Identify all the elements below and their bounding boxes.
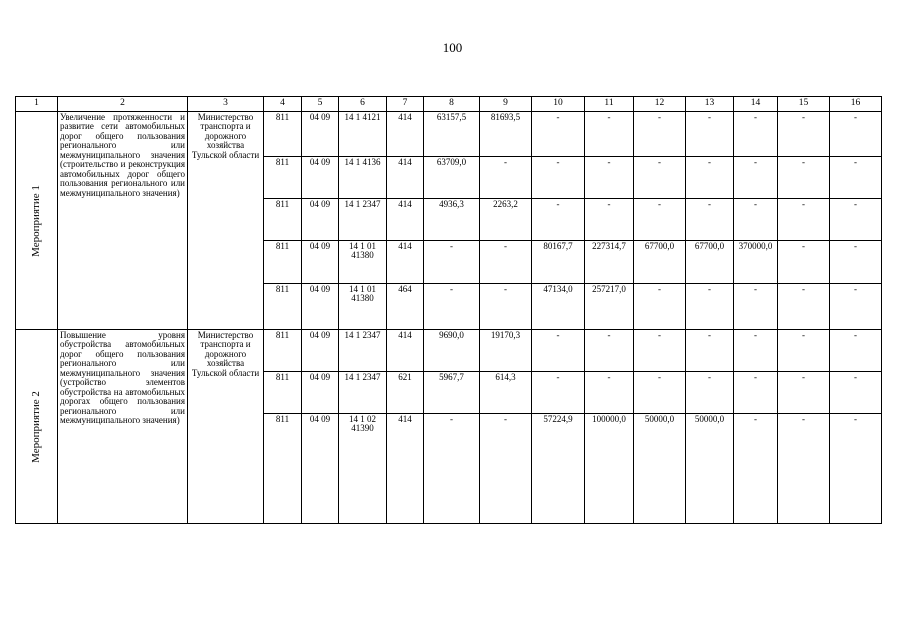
table-cell: 14 1 2347 [339,330,387,372]
table-cell: 2263,2 [480,199,532,241]
table-cell: - [778,372,830,414]
table-cell: 04 09 [302,241,339,284]
table-cell: 100000,0 [585,414,634,524]
table-cell: 14 1 01 41380 [339,284,387,330]
table-cell: 50000,0 [686,414,734,524]
table-cell: - [634,330,686,372]
table-cell: - [634,157,686,199]
table-cell: - [778,112,830,157]
table-cell: 14 1 2347 [339,372,387,414]
table-cell: - [424,284,480,330]
table-cell: 14 1 02 41390 [339,414,387,524]
table-cell: - [686,330,734,372]
table-cell: - [634,284,686,330]
table-cell: - [480,157,532,199]
table-cell: - [480,284,532,330]
table-cell: 811 [264,241,302,284]
column-number-header: 16 [830,97,882,112]
table-cell: 04 09 [302,372,339,414]
table-cell: 80167,7 [532,241,585,284]
table-cell: - [532,157,585,199]
table-cell: 257217,0 [585,284,634,330]
table-cell: - [634,199,686,241]
table-cell: 04 09 [302,414,339,524]
table-cell: - [830,241,882,284]
table-cell: 57224,9 [532,414,585,524]
column-number-header: 6 [339,97,387,112]
table-cell: - [532,330,585,372]
measure-label-cell [16,330,58,524]
table-cell: 464 [387,284,424,330]
table-cell: 414 [387,330,424,372]
table-cell: - [830,372,882,414]
table-cell: 04 09 [302,157,339,199]
column-number-header: 14 [734,97,778,112]
measure-label-cell [16,112,58,330]
table-cell: - [734,199,778,241]
column-number-header: 11 [585,97,634,112]
column-number-header: 2 [58,97,188,112]
table-cell: - [734,330,778,372]
table-cell: - [778,241,830,284]
table-cell: - [830,414,882,524]
table-cell: 811 [264,199,302,241]
table-cell: 14 1 4121 [339,112,387,157]
table-cell: - [532,372,585,414]
table-cell: - [686,157,734,199]
table-row [16,330,882,372]
table-cell: - [532,199,585,241]
table-cell: 811 [264,330,302,372]
table-cell: 9690,0 [424,330,480,372]
table-cell: - [778,199,830,241]
table-cell: 14 1 01 41380 [339,241,387,284]
table-cell: - [686,284,734,330]
table-cell: - [830,330,882,372]
table-cell: 370000,0 [734,241,778,284]
table-cell: 63709,0 [424,157,480,199]
table-cell: 67700,0 [686,241,734,284]
table-cell: - [778,284,830,330]
column-number-header: 3 [188,97,264,112]
table-cell: - [778,330,830,372]
column-number-header: 13 [686,97,734,112]
responsible-executor: Министерство транспорта и дорожного хозяйства Тульской области [188,112,264,330]
table-cell: 67700,0 [634,241,686,284]
table-cell: - [734,157,778,199]
table-cell: 81693,5 [480,112,532,157]
table-cell: 414 [387,241,424,284]
table-cell: 227314,7 [585,241,634,284]
table-cell: - [634,372,686,414]
table-cell: 811 [264,284,302,330]
table-cell: 414 [387,157,424,199]
table-cell: - [830,284,882,330]
column-number-header: 5 [302,97,339,112]
table-cell: - [480,241,532,284]
table-cell: 04 09 [302,284,339,330]
table-cell: 414 [387,199,424,241]
table-cell: 811 [264,372,302,414]
table-cell: - [634,112,686,157]
measure-description: Повышение уровня обустройства автомобильных дорог общего пользования регионального или межмуниципального значения (устройство элементов обустройства на автомобильных дорогах общего пользования регионального или межмуниципального значения) [58,330,188,524]
table-cell: - [830,157,882,199]
table-cell: - [778,414,830,524]
column-number-header: 10 [532,97,585,112]
table-cell: 621 [387,372,424,414]
table-cell: - [585,330,634,372]
table-cell: 04 09 [302,199,339,241]
table-cell: 811 [264,157,302,199]
column-number-header: 15 [778,97,830,112]
column-number-header: 9 [480,97,532,112]
table-cell: - [734,112,778,157]
table-cell: 4936,3 [424,199,480,241]
table-cell: 04 09 [302,330,339,372]
table-cell: - [830,112,882,157]
measure-label: Мероприятие 2 [29,390,42,463]
table-cell: 50000,0 [634,414,686,524]
table-cell: 614,3 [480,372,532,414]
table-cell: - [734,284,778,330]
table-cell: 414 [387,112,424,157]
column-number-header: 1 [16,97,58,112]
table-cell: - [734,372,778,414]
column-number-header: 4 [264,97,302,112]
page-number: 100 [442,40,463,55]
table-cell: 47134,0 [532,284,585,330]
table-cell: - [424,414,480,524]
table-cell: - [778,157,830,199]
measure-description: Увеличение протяженности и развитие сети автомобильных дорог общего пользования регионального или межмуниципального значения (строительство и реконструкция автомобильных дорог общего пользования регионального или межмуниципального значения) [58,112,188,330]
program-measures-table [15,96,882,524]
table-cell: 5967,7 [424,372,480,414]
table-cell: - [585,199,634,241]
table-cell: - [585,157,634,199]
column-number-header: 8 [424,97,480,112]
table-cell: - [686,112,734,157]
table-cell: 04 09 [302,112,339,157]
column-number-header-row [16,97,882,112]
table-cell: 811 [264,414,302,524]
table-cell: 811 [264,112,302,157]
table-cell: 14 1 4136 [339,157,387,199]
table-cell: - [686,372,734,414]
table-cell: - [734,414,778,524]
column-number-header: 7 [387,97,424,112]
column-number-header: 12 [634,97,686,112]
table-cell: - [585,372,634,414]
table-cell: - [585,112,634,157]
table-cell: - [532,112,585,157]
table-cell: 19170,3 [480,330,532,372]
responsible-executor: Министерство транспорта и дорожного хозяйства Тульской области [188,330,264,524]
table-cell: 63157,5 [424,112,480,157]
table-row [16,112,882,157]
table-cell: - [480,414,532,524]
table-cell: 414 [387,414,424,524]
measure-label: Мероприятие 1 [29,184,42,257]
table-cell: - [830,199,882,241]
table-cell: - [424,241,480,284]
table-cell: - [686,199,734,241]
table-cell: 14 1 2347 [339,199,387,241]
